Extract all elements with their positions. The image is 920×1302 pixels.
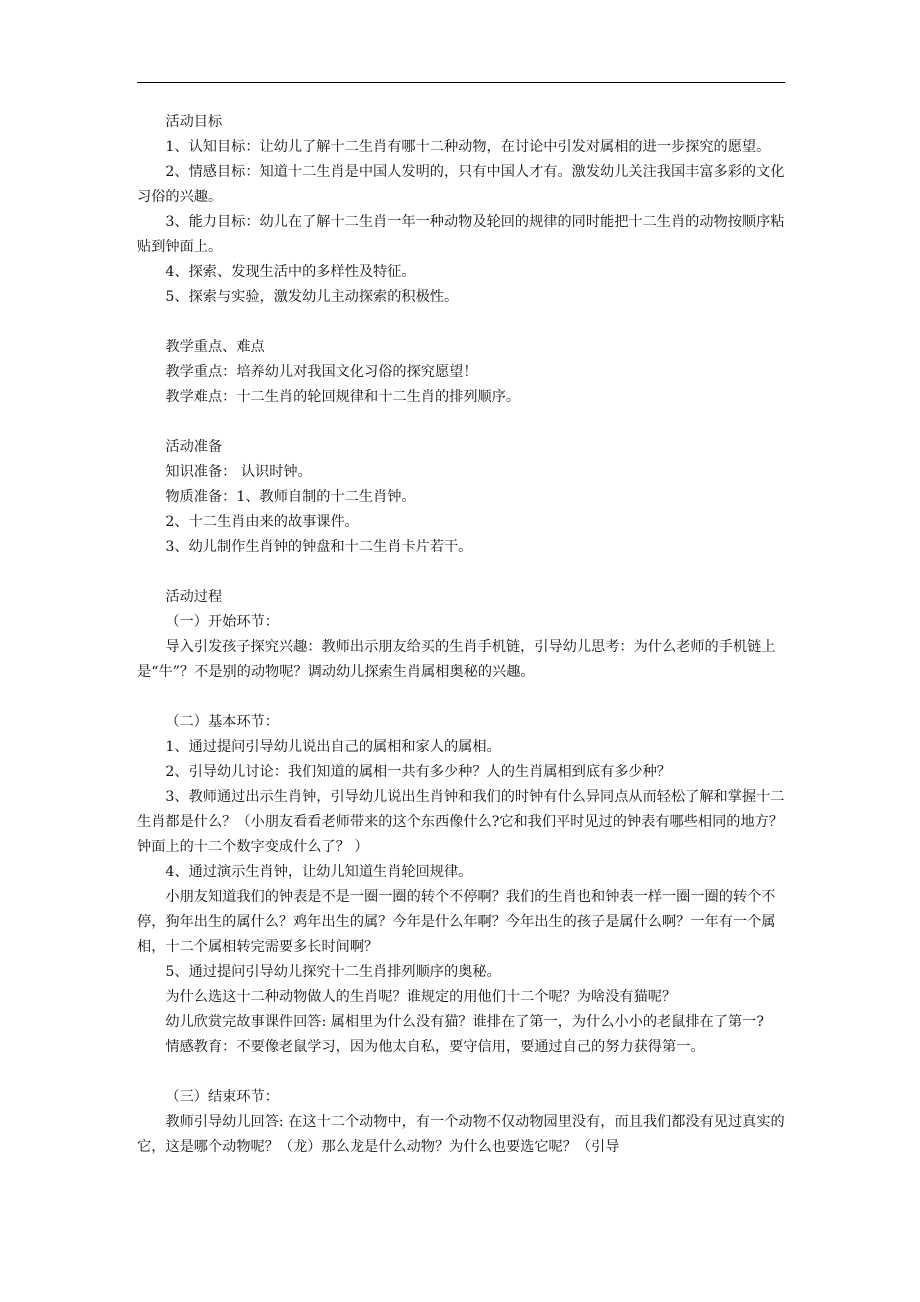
- key-points-heading: 教学重点、难点: [165, 339, 265, 355]
- basic-paragraph: 情感教育：不要像老鼠学习，因为他太自私，要守信用，要通过自己的努力获得第一。: [165, 1039, 705, 1055]
- goal-item: 4、探索、发现生活中的多样性及特征。: [165, 264, 416, 280]
- basic-paragraph: 2、引导幼儿讨论：我们知道的属相一共有多少种？人的生肖属相到底有多少种？: [165, 764, 671, 780]
- goal-item: 3、能力目标：幼儿在了解十二生肖一年一种动物及轮回的规律的同时能把十二生肖的动物按顺序粘贴到钟面上。: [137, 214, 785, 255]
- material-item: 物质准备：1、教师自制的十二生肖钟。: [165, 489, 416, 505]
- start-section-title: （一）开始环节：: [165, 614, 279, 630]
- basic-paragraph: 1、通过提问引导幼儿说出自己的属相和家人的属相。: [165, 739, 501, 755]
- process-heading: 活动过程: [165, 589, 223, 605]
- material-item: 2、十二生肖由来的故事课件。: [165, 514, 359, 530]
- basic-paragraph: 4、通过演示生肖钟，让幼儿知道生肖轮回规律。: [165, 864, 473, 880]
- basic-section-title: （二）基本环节：: [165, 714, 279, 730]
- basic-paragraph: 3、教师通过出示生肖钟，引导幼儿说出生肖钟和我们的时钟有什么异同点从而轻松了解和掌握十二生肖都是什么？（小朋友看看老师带来的这个东西像什么?它和我们平时见过的钟表有哪些相同的地方？钟面上的十二个数字变成什么了？ ）: [137, 789, 785, 855]
- basic-paragraph: 为什么选这十二种动物做人的生肖呢？谁规定的用他们十二个呢？为啥没有猫呢？: [165, 989, 677, 1005]
- preparation-heading: 活动准备: [165, 439, 223, 455]
- goal-item: 2、情感目标：知道十二生肖是中国人发明的，只有中国人才有。激发幼儿关注我国丰富多彩的文化习俗的兴趣。: [137, 164, 785, 205]
- end-section-title: （三）结束环节：: [165, 1089, 279, 1105]
- material-item: 3、幼儿制作生肖钟的钟盘和十二生肖卡片若干。: [165, 539, 473, 555]
- basic-paragraph: 幼儿欣赏完故事课件回答: 属相里为什么没有猫？谁排在了第一，为什么小小的老鼠排在了第一?: [165, 1014, 764, 1030]
- basic-paragraph: 5、通过提问引导幼儿探究十二生肖排列顺序的奥秘。: [165, 964, 501, 980]
- end-section-text: 教师引导幼儿回答: 在这十二个动物中，有一个动物不仅动物园里没有，而且我们都没有见过真实的它，这是哪个动物呢？（龙）那么龙是什么动物？为什么也要选它呢？（引导: [137, 1114, 785, 1155]
- start-section-text: 导入引发孩子探究兴趣：教师出示朋友给买的生肖手机链，引导幼儿思考：为什么老师的手机链上是“牛”？不是别的动物呢？调动幼儿探索生肖属相奥秘的兴趣。: [137, 639, 776, 680]
- document-body: [137, 110, 787, 1160]
- basic-paragraph: 小朋友知道我们的钟表是不是一圈一圈的转个不停啊？我们的生肖也和钟表一样一圈一圈的转个不停，狗年出生的属什么？鸡年出生的属？今年是什么年啊？今年出生的孩子是属什么啊？一年有一个属相，十二个属相转完需要多长时间啊？: [137, 889, 776, 955]
- teaching-difficulty: 教学难点：十二生肖的轮回规律和十二生肖的排列顺序。: [165, 389, 521, 405]
- goals-heading: 活动目标: [165, 114, 223, 130]
- teaching-focus: 教学重点：培养幼儿对我国文化习俗的探究愿望！: [165, 364, 478, 380]
- goal-item: 1、认知目标：让幼儿了解十二生肖有哪十二种动物，在讨论中引发对属相的进一步探究的愿望。: [165, 139, 771, 155]
- knowledge-preparation: 知识准备： 认识时钟。: [165, 464, 312, 480]
- goal-item: 5、探索与实验，激发幼儿主动探索的积极性。: [165, 289, 459, 305]
- header-rule: [137, 82, 785, 83]
